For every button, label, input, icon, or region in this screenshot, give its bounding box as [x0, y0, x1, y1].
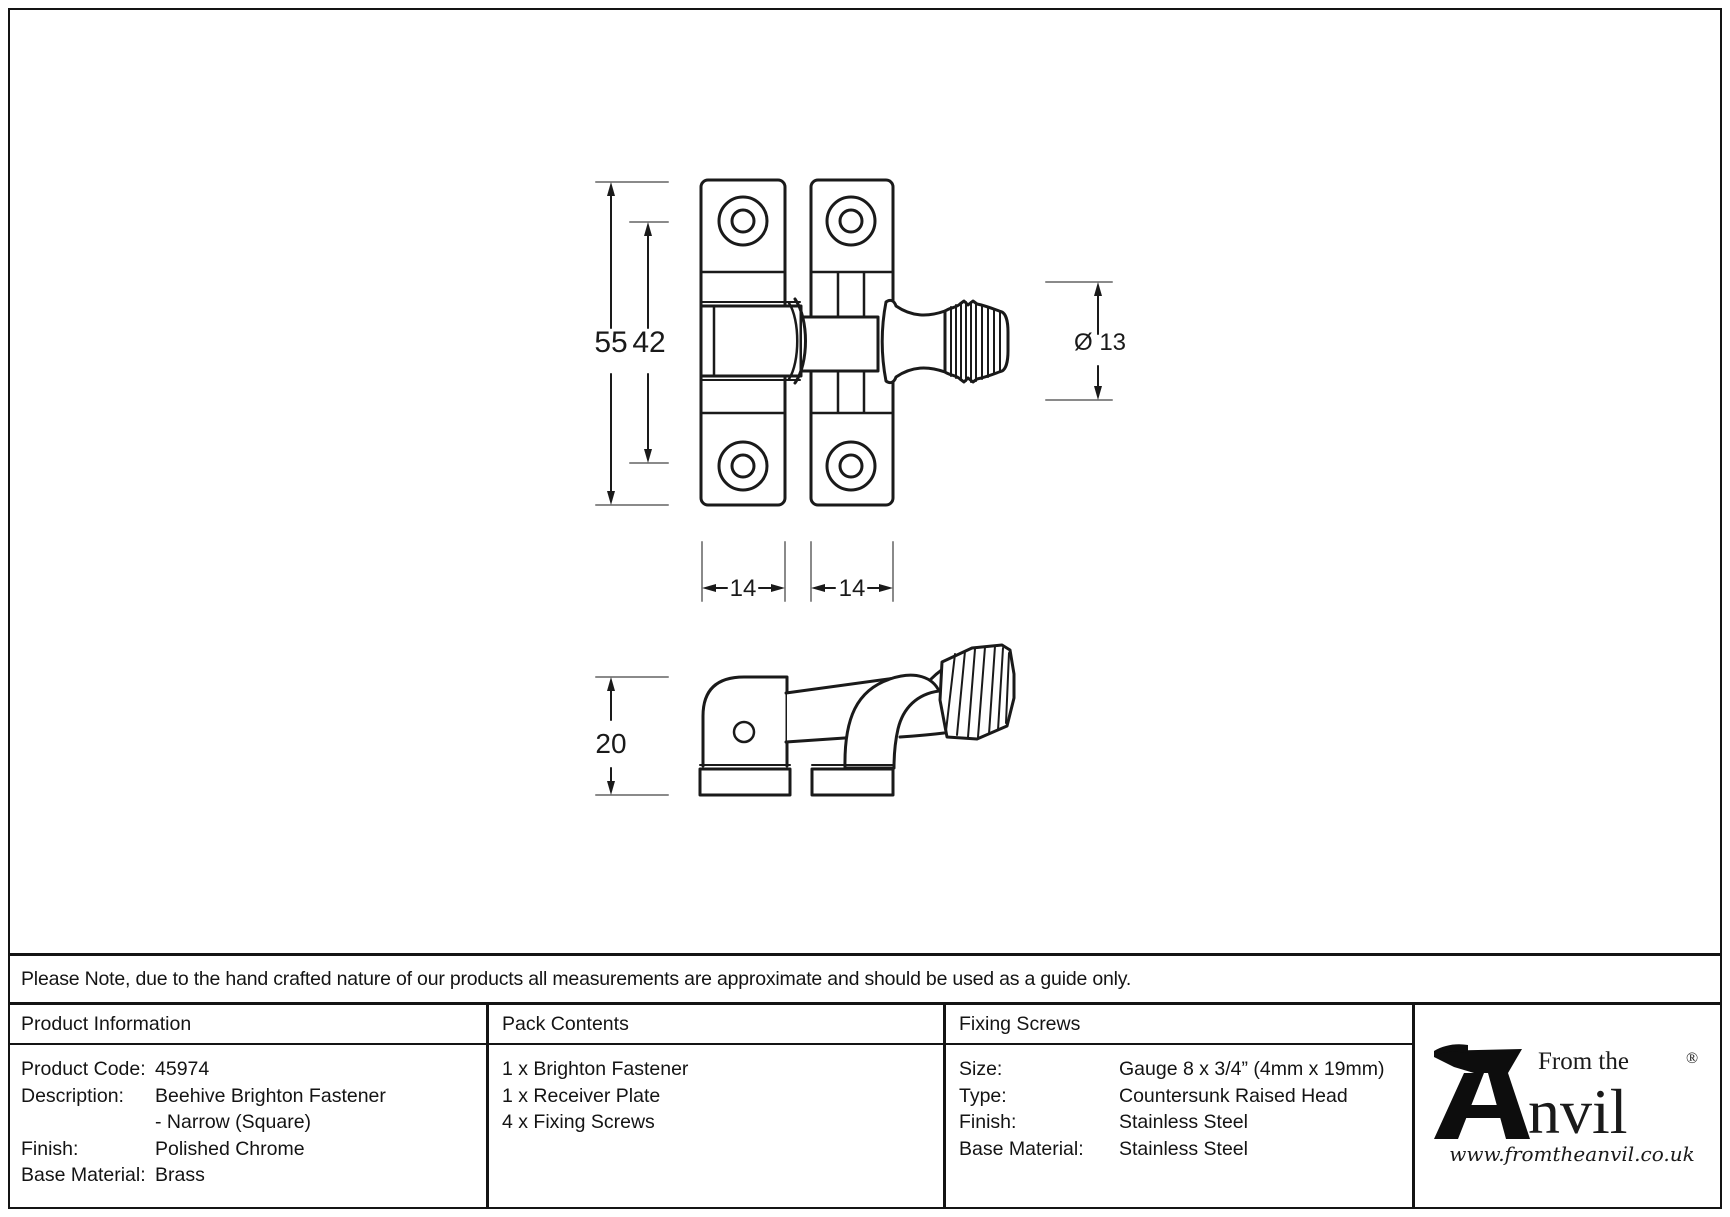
- logo-from-the: From the: [1537, 1047, 1629, 1075]
- pack-contents-body: [489, 1045, 943, 1147]
- pack-contents-column: [489, 1005, 946, 1209]
- table-row: [21, 1109, 473, 1136]
- fixing-screws-body: [946, 1045, 1412, 1173]
- side-view: [700, 645, 1014, 795]
- row-value: Countersunk Raised Head: [1119, 1084, 1348, 1107]
- fastener-arm: [802, 317, 878, 371]
- info-table: [8, 1005, 1722, 1209]
- pack-contents-header: Pack Contents: [489, 1005, 943, 1045]
- logo-anvil-word: nvil: [1527, 1075, 1628, 1147]
- table-row: [21, 1083, 473, 1110]
- product-information-header: Product Information: [8, 1005, 486, 1045]
- table-row: [21, 1136, 473, 1163]
- row-label: Finish:: [959, 1111, 1017, 1133]
- front-view: [701, 180, 1008, 505]
- list-item: 1 x Receiver Plate: [502, 1084, 661, 1107]
- dim-14-right-label: 14: [838, 575, 866, 602]
- note-text: Please Note, due to the hand crafted nature of our products all measurements are approximate and should be used as a guide only.: [21, 967, 1132, 990]
- dim-55-label: 55: [594, 326, 628, 359]
- row-value: Stainless Steel: [1119, 1137, 1248, 1160]
- row-value: - Narrow (Square): [155, 1111, 312, 1133]
- row-label: Base Material:: [21, 1164, 146, 1186]
- row-label: Finish:: [21, 1137, 79, 1160]
- row-value: Stainless Steel: [1119, 1111, 1248, 1133]
- fixing-screws-column: [946, 1005, 1415, 1209]
- product-information-body: [8, 1045, 486, 1200]
- row-label: Description:: [21, 1084, 124, 1107]
- row-value: 45974: [155, 1058, 210, 1080]
- side-base-right: [812, 769, 893, 795]
- registered-mark: ®: [1685, 1049, 1698, 1067]
- beehive-knob-front: [945, 301, 1008, 382]
- list-item: 4 x Fixing Screws: [502, 1111, 655, 1133]
- dimensions-side: [595, 677, 668, 795]
- table-row: [959, 1136, 1399, 1163]
- row-label: [21, 1109, 155, 1136]
- row-label: Product Code:: [21, 1058, 146, 1080]
- dim-14-left-label: 14: [729, 575, 757, 602]
- fixing-screws-header: Fixing Screws: [946, 1005, 1412, 1045]
- logo-url: www.fromtheanvil.co.uk: [1448, 1141, 1695, 1166]
- measurement-note: [8, 953, 1722, 1005]
- table-row: [959, 1083, 1399, 1110]
- brand-logo-box: [1415, 1005, 1722, 1209]
- product-information-column: [8, 1005, 489, 1209]
- from-the-anvil-logo: [1424, 1021, 1714, 1181]
- row-label: Type:: [959, 1084, 1007, 1107]
- dim-42-label: 42: [632, 326, 666, 359]
- row-value: Gauge 8 x 3/4” (4mm x 19mm): [1119, 1058, 1385, 1080]
- pivot-block: [701, 302, 801, 380]
- table-row: [21, 1162, 473, 1189]
- row-label: Base Material:: [959, 1137, 1084, 1160]
- table-row: [21, 1056, 473, 1083]
- row-value: Polished Chrome: [155, 1137, 305, 1160]
- pivot-pin: [734, 722, 754, 742]
- row-value: Brass: [155, 1164, 205, 1186]
- table-row: [959, 1056, 1399, 1083]
- table-row: [959, 1109, 1399, 1136]
- row-label: Size:: [959, 1058, 1003, 1080]
- row-value: Beehive Brighton Fastener: [155, 1084, 386, 1107]
- dim-20-label: 20: [595, 728, 627, 759]
- dim-dia13-label: Ø 13: [1073, 329, 1127, 356]
- list-item: 1 x Brighton Fastener: [502, 1058, 689, 1080]
- beehive-knob-side: [940, 645, 1014, 739]
- anvil-icon: [1434, 1044, 1530, 1139]
- side-base-left: [700, 769, 790, 795]
- knob-stem: [882, 300, 945, 382]
